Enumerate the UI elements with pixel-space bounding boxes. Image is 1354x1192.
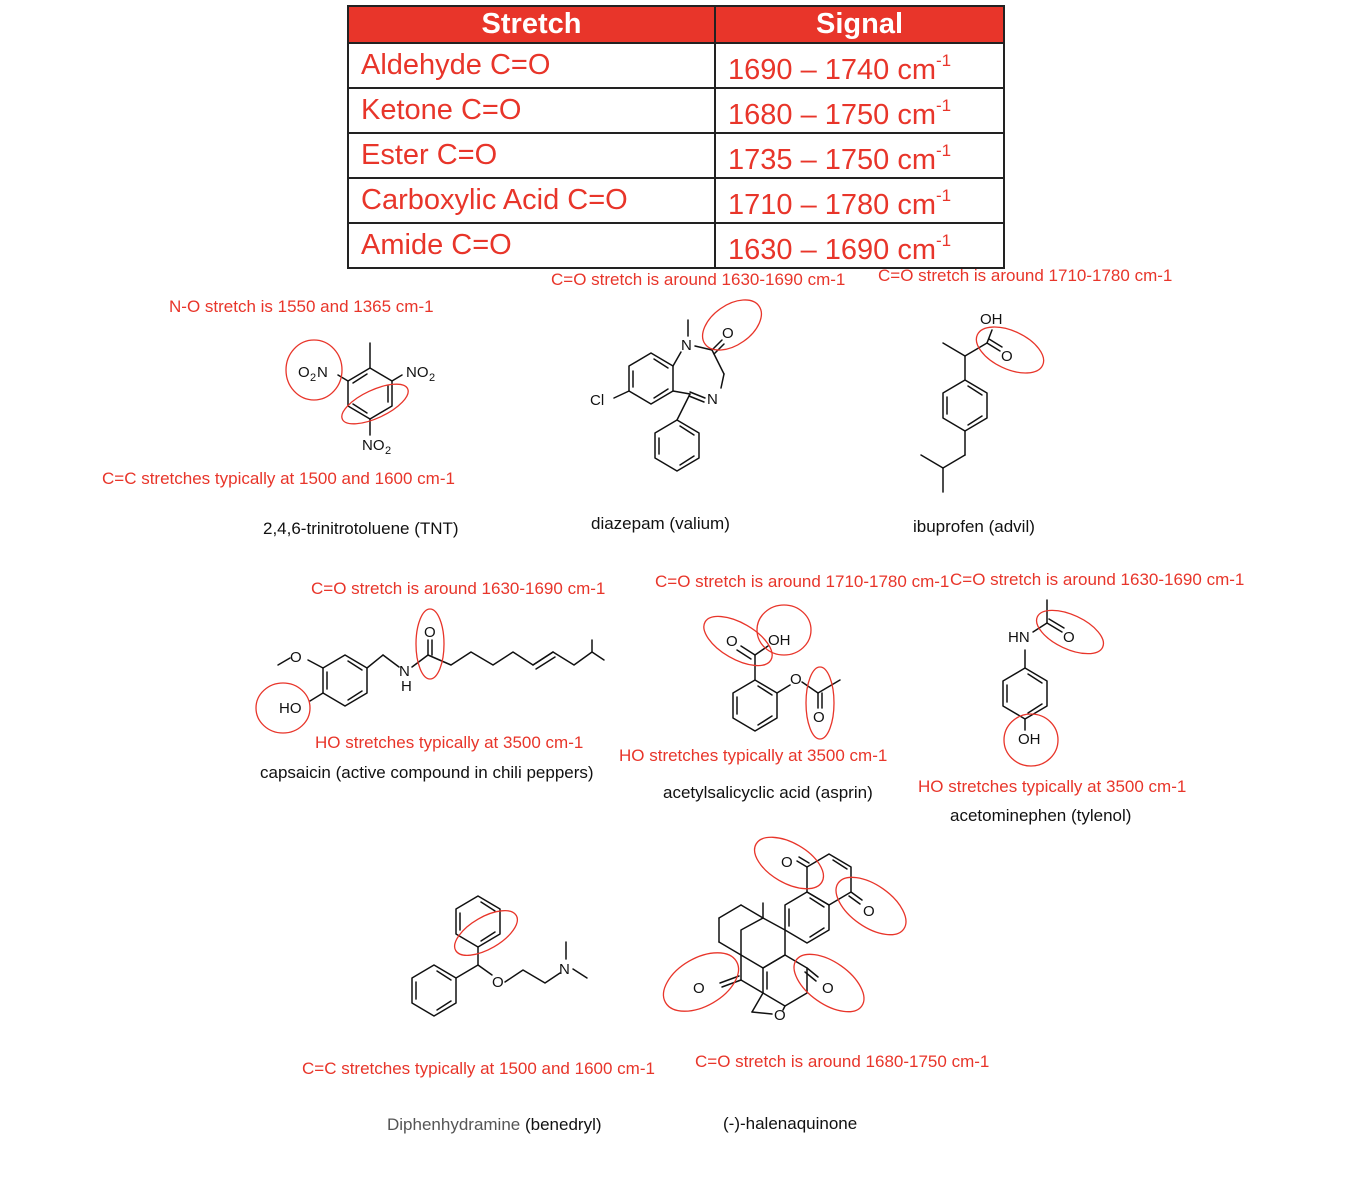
- tnt-o2n-o: O: [298, 364, 310, 381]
- diphenhydramine-o: O: [492, 974, 504, 991]
- acetaminophen-ho-stretch-annotation: HO stretches typically at 3500 cm-1: [918, 777, 1187, 796]
- capsaicin-n: N: [399, 663, 410, 680]
- aspirin-ester-co-highlight: [806, 667, 834, 739]
- signal-cell: 1630 – 1690 $cm^{-1}$: [715, 223, 1004, 268]
- capsaicin-co-stretch-annotation: C=O stretch is around 1630-1690 cm-1: [311, 579, 606, 598]
- diazepam-structure: [590, 290, 771, 471]
- signal-cell: 1690 – 1740 $cm^{-1}$: [715, 43, 1004, 88]
- halenaquinone-o5: O: [774, 1007, 786, 1024]
- signal-cell: 1680 – 1750 $cm^{-1}$: [715, 88, 1004, 133]
- header-signal: Signal: [715, 6, 1004, 43]
- unit-superscript: -1: [935, 96, 952, 115]
- tnt-no2-right: NO: [406, 364, 429, 381]
- aspirin-o1: O: [726, 633, 738, 650]
- aspirin-o3: O: [813, 709, 825, 726]
- tnt-o2n-sub: 2: [310, 372, 317, 384]
- stretch-cell: Amide C=O: [348, 223, 715, 268]
- signal-cell: 1735 – 1750 $cm^{-1}$: [715, 133, 1004, 178]
- unit-superscript: -1: [935, 51, 952, 70]
- diphenhydramine-name: Diphenhydramine (benedryl): [387, 1115, 602, 1134]
- acetaminophen-structure: [1003, 600, 1110, 766]
- stretch-cell: Aldehyde C=O: [348, 43, 715, 88]
- signal-cell: 1710 – 1780 $cm^{-1}$: [715, 178, 1004, 223]
- ibuprofen-oh: OH: [980, 311, 1003, 328]
- capsaicin-co-highlight: [416, 609, 444, 679]
- capsaicin-o: O: [290, 649, 302, 666]
- diphenhydramine-n: N: [559, 961, 570, 978]
- halenaquinone-o2: O: [863, 903, 875, 920]
- halenaquinone-structure: [653, 827, 915, 1024]
- aspirin-co-stretch-annotation: C=O stretch is around 1710-1780 cm-1: [655, 572, 950, 591]
- diazepam-n2: N: [707, 391, 718, 408]
- tnt-no-highlight: [286, 340, 342, 400]
- unit-superscript: -1: [935, 231, 952, 250]
- acetaminophen-hn: HN: [1008, 629, 1030, 646]
- stretch-cell: Ketone C=O: [348, 88, 715, 133]
- tnt-structure: [286, 340, 435, 457]
- halenaquinone-co-stretch-annotation: C=O stretch is around 1680-1750 cm-1: [695, 1052, 990, 1071]
- ibuprofen-co-stretch-annotation: C=O stretch is around 1710-1780 cm-1: [878, 266, 1173, 285]
- acetaminophen-name: acetominephen (tylenol): [950, 806, 1132, 825]
- tnt-no2-bottom: NO: [362, 437, 385, 454]
- halenaquinone-name: (-)-halenaquinone: [723, 1114, 858, 1133]
- capsaicin-ho: HO: [279, 700, 302, 717]
- halenaquinone-o1: O: [781, 854, 793, 871]
- header-stretch: Stretch: [348, 6, 715, 43]
- diphenhydramine-cc-highlight: [448, 902, 525, 965]
- capsaicin-h: H: [401, 678, 412, 695]
- ibuprofen-o: O: [1001, 348, 1013, 365]
- capsaicin-name: capsaicin (active compound in chili peppers): [260, 763, 594, 782]
- diazepam-name: diazepam (valium): [591, 514, 730, 533]
- acetaminophen-oh: OH: [1018, 731, 1041, 748]
- diazepam-n1: N: [681, 337, 692, 354]
- tnt-no-stretch-annotation: N-O stretch is 1550 and 1365 cm-1: [169, 297, 434, 316]
- diphenhydramine-structure: [412, 896, 587, 1016]
- stretch-cell: Carboxylic Acid C=O: [348, 178, 715, 223]
- diazepam-co-stretch-annotation: C=O stretch is around 1630-1690 cm-1: [551, 270, 846, 289]
- aspirin-oh: OH: [768, 632, 791, 649]
- aspirin-o2: O: [790, 671, 802, 688]
- tnt-o2n-n: N: [317, 364, 328, 381]
- ibuprofen-name: ibuprofen (advil): [913, 517, 1035, 536]
- unit-superscript: -1: [935, 186, 952, 205]
- acetaminophen-co-stretch-annotation: C=O stretch is around 1630-1690 cm-1: [950, 570, 1245, 589]
- halenaquinone-o4: O: [822, 980, 834, 997]
- tnt-no2-right-sub: 2: [429, 372, 436, 384]
- unit-superscript: -1: [935, 141, 952, 160]
- diazepam-o: O: [722, 325, 734, 342]
- capsaicin-ho-stretch-annotation: HO stretches typically at 3500 cm-1: [315, 733, 584, 752]
- capsaicin-co-o: O: [424, 624, 436, 641]
- tnt-no2-bottom-sub: 2: [385, 445, 392, 457]
- ibuprofen-structure: [921, 311, 1051, 492]
- aspirin-ho-stretch-annotation: HO stretches typically at 3500 cm-1: [619, 746, 888, 765]
- aspirin-structure: [696, 605, 840, 739]
- stretch-cell: Ester C=O: [348, 133, 715, 178]
- acetaminophen-o: O: [1063, 629, 1075, 646]
- halenaquinone-o3: O: [693, 980, 705, 997]
- tnt-name: 2,4,6-trinitrotoluene (TNT): [263, 519, 459, 538]
- diazepam-cl: Cl: [590, 392, 605, 409]
- capsaicin-structure: [256, 609, 604, 733]
- aspirin-name: acetylsalicyclic acid (asprin): [663, 783, 873, 802]
- diphenhydramine-cc-stretch-annotation: C=C stretches typically at 1500 and 1600 cm-1: [302, 1059, 655, 1078]
- tnt-cc-stretch-annotation: C=C stretches typically at 1500 and 1600 cm-1: [102, 469, 455, 488]
